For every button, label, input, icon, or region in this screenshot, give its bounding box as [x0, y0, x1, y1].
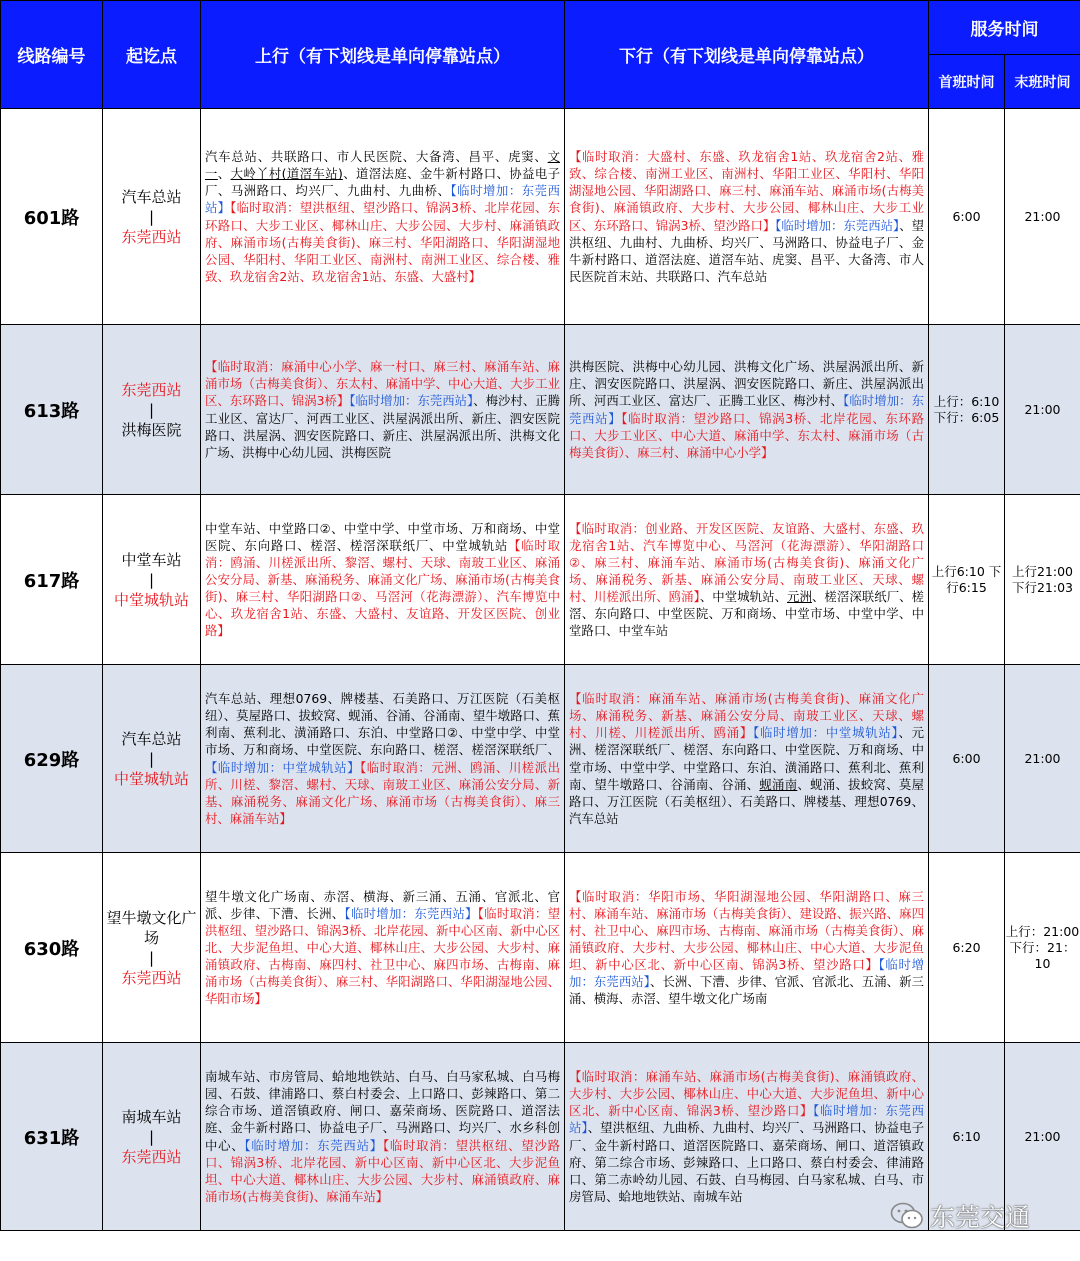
terminal-from: 汽车总站: [121, 729, 182, 748]
route-terminals: [103, 495, 201, 665]
temporary-add-note: 【临时增加：东莞西站】: [569, 957, 924, 990]
temporary-cancel-note: 【临时取消：麻涌中心小学、麻一村口、麻三村、麻涌车站、麻涌市场（古梅美食街）、东太村、麻涌中学、中心大道、大步工业区、东环路口、锦涡3桥】: [205, 359, 560, 409]
terminal-sep: |: [148, 207, 155, 226]
terminal-sep: |: [148, 749, 155, 768]
route-terminals: [103, 665, 201, 853]
header-service-time: 服务时间: [929, 1, 1080, 55]
temporary-cancel-note: 【临时取消：麻涌车站、麻涌市场(古梅美食街)、麻涌镇政府、大步村、大步公园、椰林山庄、中心大道、大步泥鱼坦、新中心区北、新中心区南、锦涡3桥、望沙路口】: [569, 1069, 924, 1119]
route-row: [1, 325, 1080, 495]
terminal-from: 汽车总站: [121, 187, 182, 206]
route-terminals: [103, 109, 201, 325]
service-last-time: 21:00: [1005, 109, 1080, 325]
header-up: 上行（有下划线是单向停靠站点）: [201, 1, 565, 109]
terminal-from: 东莞西站: [121, 380, 182, 399]
temporary-cancel-note: 【临时取消：望洪枢纽、望沙路口、锦涡3桥、北岸花园、新中心区南、新中心区北、大步泥鱼坦、中心大道、椰林山庄、大步公园、大步村、麻涌镇政府、古梅南、麻四村、社卫中心、麻四市场、古梅南、麻涌市场（古梅美食街）、麻三村、华阳湖路口、华阳湖湿地公园、华阳市场】: [205, 905, 560, 1007]
stop-list-text: 中堂车站、中堂路口②、中堂中学、中堂市场、万和商场、中堂医院、东向路口、槎滘、槎滘深联纸厂、中堂城轨站: [205, 520, 560, 553]
stop-list-text: 、望洪枢纽、九曲村、九曲桥、均兴厂、马洲路口、协益电子厂、金牛新村路口、道滘法庭、道滘车站、虎窦、昌平、大备湾、市人民医院首末站、共联路口、汽车总站: [569, 217, 924, 284]
route-up-stops: [201, 325, 565, 495]
route-row: [1, 853, 1080, 1043]
route-up-stops: [201, 665, 565, 853]
route-line-no: 601路: [1, 109, 103, 325]
header-down: 下行（有下划线是单向停靠站点）: [565, 1, 929, 109]
terminal-from: 中堂车站: [121, 550, 182, 569]
wechat-icon: [890, 1201, 924, 1231]
watermark-text: 东莞交通: [930, 1203, 1031, 1232]
route-line-no: 613路: [1, 325, 103, 495]
terminal-from: 望牛墩文化广场: [106, 908, 197, 947]
stop-list-text: 、望洪枢纽、九曲桥、九曲村、均兴厂、马洲路口、协益电子厂、金牛新村路口、道滘医院路口、嘉荣商场、闸口、道滘镇政府、第二综合市场、彭辣路口、上口路口、蔡白村委会、律浦路口、第二赤岭幼儿园、石鼓、白马梅园、白马家私城、白马、市房管局、蛤地地铁站、南城车站: [569, 1120, 924, 1204]
terminal-sep: |: [148, 570, 155, 589]
temporary-cancel-note: 【临时取消：华阳市场、华阳湖湿地公园、华阳湖路口、麻三村、麻涌车站、麻涌市场（古梅美食街）、建设路、振兴路、麻四村、社卫中心、麻四市场、古梅南、麻涌市场（古梅美食街）、麻涌镇政府、大步村、大步公园、椰林山庄、中心大道、大步泥鱼坦、新中心区北、新中心区南、锦涡3桥、望沙路口】: [569, 888, 924, 973]
route-down-stops: [565, 109, 929, 325]
stop-list-text: 蚬涌南: [759, 776, 798, 792]
service-last-time: 21:00: [1005, 1043, 1080, 1231]
route-terminals: [103, 853, 201, 1043]
stop-list-text: 、元洲、槎滘深联纸厂、槎滘、东向路口、中堂医院、万和商场、中堂市场、中堂中学、中堂路口、东泊、潢涌路口、蕉利北、蕉利南、望牛墩路口、谷涌南、谷涌、: [569, 725, 925, 792]
terminal-to: 东莞西站: [121, 968, 182, 987]
stop-list-text: 、: [217, 166, 231, 182]
route-line-no: 630路: [1, 853, 103, 1043]
service-last-time: 上行21:00 下行21:03: [1005, 495, 1080, 665]
temporary-cancel-note: 【临时取消：望洪枢纽、望沙路口、锦涡3桥、北岸花园、新中心区南、新中心区北、大步泥鱼坦、中心大道、椰林山庄、大步公园、大步村、麻涌镇政府、麻涌市场(古梅美食街)、麻涌车站】: [205, 1137, 560, 1204]
terminal-sep: |: [148, 948, 155, 967]
temporary-add-note: 【临时增加：东莞西站】: [244, 1137, 383, 1153]
temporary-add-note: 【临时增加：东莞西站】: [349, 393, 474, 409]
temporary-cancel-note: 【临时取消：麻涌车站、麻涌市场(古梅美食街)、麻涌文化广场、麻涌税务、新基、麻涌公安分局、南玻工业区、天球、螺村、川槎、川槎派出所、鸥涌】: [569, 691, 924, 741]
temporary-add-note: 【临时增加：东莞西站】: [775, 217, 900, 233]
service-last-time: 21:00: [1005, 665, 1080, 853]
stop-list-text: 汽车总站、共联路口、市人民医院、大备湾、昌平、虎窦、: [205, 149, 548, 165]
route-down-stops: [565, 1043, 929, 1231]
stop-list-text: 望牛墩文化广场南、赤滘、横海、新三涌、五涌、官派北、官派、步律、下漕、长洲、: [205, 888, 560, 921]
stop-list-text: 、长洲、下漕、步律、官派、官派北、五涌、新三涌、横海、赤滘、望牛墩文化广场南: [569, 974, 924, 1007]
stop-list-text: 南城车站、市房管局、蛤地地铁站、白马、白马家私城、白马梅园、石鼓、律浦路口、蔡白村委会、上口路口、彭辣路口、第二综合市场、道滘镇政府、闸口、嘉荣商场、医院路口、道滘法庭、金牛新村路口、协益电子厂、马洲路口、均兴厂、水乡科创中心、: [205, 1069, 560, 1153]
route-up-stops: [201, 1043, 565, 1231]
header-line-no: 线路编号: [1, 1, 103, 109]
service-last-time: 上行：21:00 下行：21：10: [1005, 853, 1080, 1043]
route-up-stops: [201, 109, 565, 325]
route-up-stops: [201, 853, 565, 1043]
route-row: [1, 495, 1080, 665]
service-first-time: 6:20: [929, 853, 1005, 1043]
temporary-cancel-note: 【临时取消：创业路、开发区医院、友谊路、大盛村、东盛、玖龙宿舍1站、汽车博览中心、马滘河（花海漂游）、华阳湖路口②、麻三村、麻涌车站、麻涌市场(古梅美食街)、麻涌文化广场、麻涌税务、新基、麻涌公安分局、南玻工业区、天球、螺村、川槎派出所、鸥涌】: [569, 520, 924, 605]
temporary-cancel-note: 【临时取消：元洲、鸥涌、川槎派出所、川槎、黎滘、螺村、天球、南玻工业区、麻涌公安分局、新基、麻涌税务、麻涌文化广场、麻涌市场（古梅美食街）、麻三村、麻涌车站】: [205, 759, 560, 826]
temporary-add-note: 【临时增加：东莞西站】: [205, 183, 560, 216]
temporary-cancel-note: 【临时取消：大盛村、东盛、玖龙宿舍1站、玖龙宿舍2站、雅致、综合楼、南洲工业区、南洲村、华阳工业区、华阳村、华阳湖湿地公园、华阳湖路口、麻三村、麻涌车站、麻涌市场(古梅美食街)、麻涌镇政府、大步村、大步公园、椰林山庄、大步工业区、东环路口、锦涡3桥、望沙路口】: [569, 149, 924, 233]
temporary-add-note: 【临时增加：东莞西站】: [344, 905, 478, 921]
temporary-add-note: 【临时增加：东莞西站】: [569, 393, 924, 426]
terminal-to: 东莞西站: [121, 227, 182, 246]
service-first-time: 6:10: [929, 1043, 1005, 1231]
header-last: 末班时间: [1005, 55, 1080, 109]
service-last-time: 21:00: [1005, 325, 1080, 495]
stop-list-text: 文一: [205, 149, 560, 182]
terminal-to: 中堂城轨站: [113, 769, 189, 788]
route-down-stops: [565, 665, 929, 853]
route-up-stops: [201, 495, 565, 665]
route-down-stops: [565, 853, 929, 1043]
temporary-cancel-note: 【临时取消：望沙路口、锦涡3桥、北岸花园、东环路口、大步工业区、中心大道、麻涌中学、东太村、麻涌市场（古梅美食街）、麻三村、麻涌中心小学】: [569, 410, 924, 460]
service-first-time: 6:00: [929, 109, 1005, 325]
stop-list-text: 、道滘法庭、金牛新村路口、协益电子厂、马洲路口、均兴厂、九曲村、九曲桥、: [205, 166, 561, 199]
stop-list-text: 、槎滘深联纸厂、槎滘、东向路口、中堂医院、万和商场、中堂市场、中堂中学、中堂路口、中堂车站: [569, 589, 924, 639]
route-row: [1, 109, 1080, 325]
temporary-cancel-note: 【临时取消：望洪枢纽、望沙路口、锦涡3桥、北岸花园、东环路口、大步工业区、椰林山庄、大步公园、大步村、麻涌镇政府、麻涌市场(古梅美食街)、麻三村、华阳湖路口、华阳湖湿地公园、华阳村、华阳工业区、南洲村、南洲工业区、综合楼、雅致、玖龙宿舍2站、玖龙宿舍1站、东盛、大盛村】: [205, 200, 561, 284]
stop-list-text: 元洲: [787, 589, 812, 605]
route-terminals: [103, 1043, 201, 1231]
service-first-time: 上行6:10 下行6:15: [929, 495, 1005, 665]
stop-list-text: 、梅沙村、正腾工业区、富达厂、河西工业区、洪屋涡派出所、新庄、泗安医院路口、洪屋涡、泗安医院路口、新庄、洪屋涡派出所、洪梅文化广场、洪梅中心幼儿园、洪梅医院: [205, 393, 561, 460]
service-first-time: 6:00: [929, 665, 1005, 853]
stop-list-text: 大岭丫村(道滘车站): [230, 166, 343, 182]
header-first: 首班时间: [929, 55, 1005, 109]
terminal-to: 洪梅医院: [121, 420, 182, 439]
route-line-no: 629路: [1, 665, 103, 853]
terminal-sep: |: [148, 400, 155, 419]
stop-list-text: 汽车总站、理想0769、牌楼基、石美路口、万江医院（石美枢纽）、莫屋路口、拔蛟窝、蚬涌、谷涌、谷涌南、望牛墩路口、蕉利南、蕉利北、潢涌路口、东泊、中堂路口②、中堂中学、中堂市场、万和商场、中堂医院、东向路口、槎滘、槎滘深联纸厂、: [205, 691, 560, 758]
terminal-from: 南城车站: [121, 1107, 182, 1126]
terminal-to: 东莞西站: [121, 1147, 182, 1166]
header-terminals: 起讫点: [103, 1, 201, 109]
stop-list-text: 洪梅医院、洪梅中心幼儿园、洪梅文化广场、洪屋涡派出所、新庄、泗安医院路口、洪屋涡、泗安医院路口、新庄、洪屋涡派出所、河西工业区、富达厂、正腾工业区、梅沙村、: [569, 359, 924, 409]
temporary-add-note: 【临时增加：中堂城轨站】: [753, 725, 899, 741]
terminal-to: 中堂城轨站: [113, 590, 189, 609]
route-row: [1, 665, 1080, 853]
route-terminals: [103, 325, 201, 495]
temporary-add-note: 【临时增加：东莞西站】: [569, 1103, 924, 1136]
temporary-add-note: 【临时增加：中堂城轨站】: [205, 759, 361, 775]
stop-list-text: 、中堂城轨站、: [699, 589, 788, 605]
temporary-cancel-note: 【临时取消：鸥涌、川槎派出所、黎滘、螺村、天球、南玻工业区、麻涌公安分局、新基、麻涌税务、麻涌文化广场、麻涌市场(古梅美食街)、麻三村、华阳湖路口②、马滘河（花海漂游）、汽车博览中心、玖龙宿舍1站、东盛、大盛村、友谊路、开发区医院、创业路】: [205, 537, 561, 639]
route-line-no: 617路: [1, 495, 103, 665]
terminal-sep: |: [148, 1127, 155, 1146]
watermark: [890, 1198, 1030, 1234]
route-line-no: 631路: [1, 1043, 103, 1231]
route-down-stops: [565, 495, 929, 665]
stop-list-text: 、蚬涌、拔蛟窝、莫屋路口、万江医院（石美枢纽）、石美路口、牌楼基、理想0769、汽车总站: [569, 776, 925, 826]
service-first-time: 上行：6:10 下行：6:05: [929, 325, 1005, 495]
route-down-stops: [565, 325, 929, 495]
